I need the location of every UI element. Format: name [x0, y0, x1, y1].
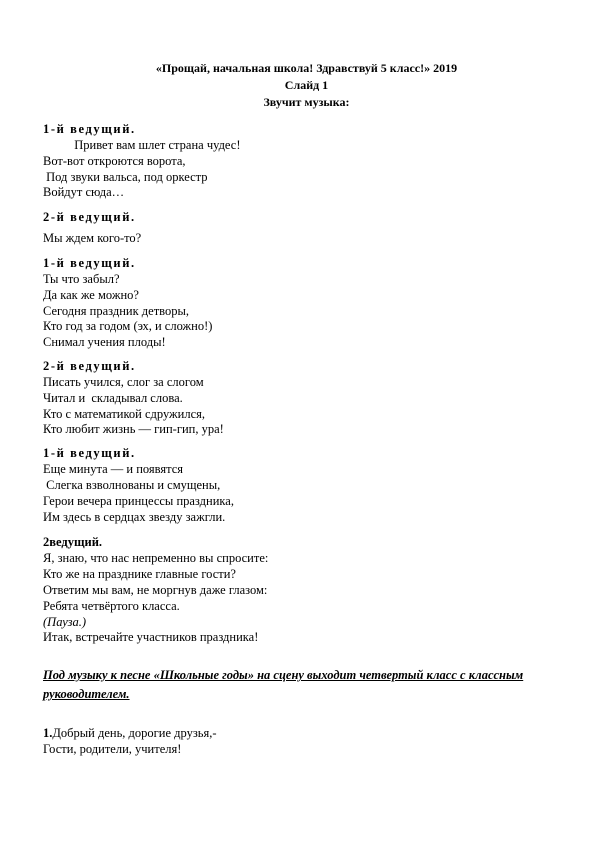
- verse-line: Ребята четвёртого класса.: [43, 598, 180, 613]
- speaker-label: 1-й ведущий.: [43, 122, 136, 136]
- verse-line: Мы ждем кого-то?: [43, 231, 142, 246]
- dialogue-block: [43, 121, 563, 201]
- speaker-label: 2-й ведущий.: [43, 358, 136, 373]
- verse-line: Писать учился, слог за слогом: [43, 374, 204, 389]
- music-cue: Звучит музыка:: [263, 95, 350, 109]
- document-header: [0, 60, 595, 111]
- speaker-label: 2ведущий.: [43, 535, 103, 550]
- verse-line: Ответим мы вам, не моргнув даже глазом:: [43, 582, 268, 597]
- verse-line: Герои вечера принцессы праздника,: [43, 493, 234, 508]
- verse-line: Снимал учения плоды!: [43, 335, 166, 350]
- dialogue-block: [43, 534, 563, 646]
- closing-line: Гости, родители, учителя!: [43, 741, 182, 756]
- dialogue-block: [43, 209, 563, 247]
- verse-line: Кто же на празднике главные гости?: [43, 567, 236, 582]
- pause-note: (Пауза.): [43, 614, 87, 629]
- verse-line: Кто с математикой сдружился,: [43, 406, 206, 421]
- closing-block: [43, 726, 563, 758]
- closing-line: [43, 726, 563, 742]
- closing-text: Добрый день, дорогие друзья,-: [52, 726, 217, 741]
- verse-line: Итак, встречайте участников праздника!: [43, 630, 259, 645]
- document-title: «Прощай, начальная школа! Здравствуй 5 класс!» 2019: [155, 61, 458, 75]
- verse-line: Им здесь в сердцах звезду зажгли.: [43, 509, 226, 524]
- verse-line: Привет вам шлет страна чудес!: [43, 138, 241, 152]
- verse-line: Под звуки вальса, под оркестр: [43, 169, 208, 184]
- verse-line: Слегка взволнованы и смущены,: [43, 477, 221, 492]
- verse-line: Читал и складывал слова.: [43, 390, 183, 405]
- speaker-label: 2-й ведущий.: [43, 210, 136, 225]
- dialogue-block: [43, 255, 563, 351]
- verse-line: Я, знаю, что нас непременно вы спросите:: [43, 551, 269, 566]
- verse-line: Еще минута — и появятся: [43, 462, 184, 477]
- verse-line: Кто год за годом (эх, и сложно!): [43, 319, 213, 334]
- verse-line: Сегодня праздник детворы,: [43, 303, 190, 318]
- verse-line: Ты что забыл?: [43, 271, 120, 286]
- verse-line: Кто любит жизнь — гип-гип, ура!: [43, 422, 224, 437]
- dialogue-block: [43, 445, 563, 525]
- script-body: [43, 121, 563, 758]
- slide-label: Слайд 1: [284, 78, 329, 92]
- verse-line: Да как же можно?: [43, 287, 139, 302]
- speaker-label: 1-й ведущий.: [43, 446, 136, 461]
- stage-direction: Под музыку к песне «Школьные годы» на сцену выходит четвертый класс с классным руководителем.: [43, 668, 524, 702]
- dialogue-block: [43, 358, 563, 438]
- speaker-label: 1-й ведущий.: [43, 255, 136, 270]
- verse-line: Войдут сюда…: [43, 185, 125, 200]
- verse-line: Вот-вот откроются ворота,: [43, 153, 186, 168]
- item-number: 1.: [43, 726, 53, 741]
